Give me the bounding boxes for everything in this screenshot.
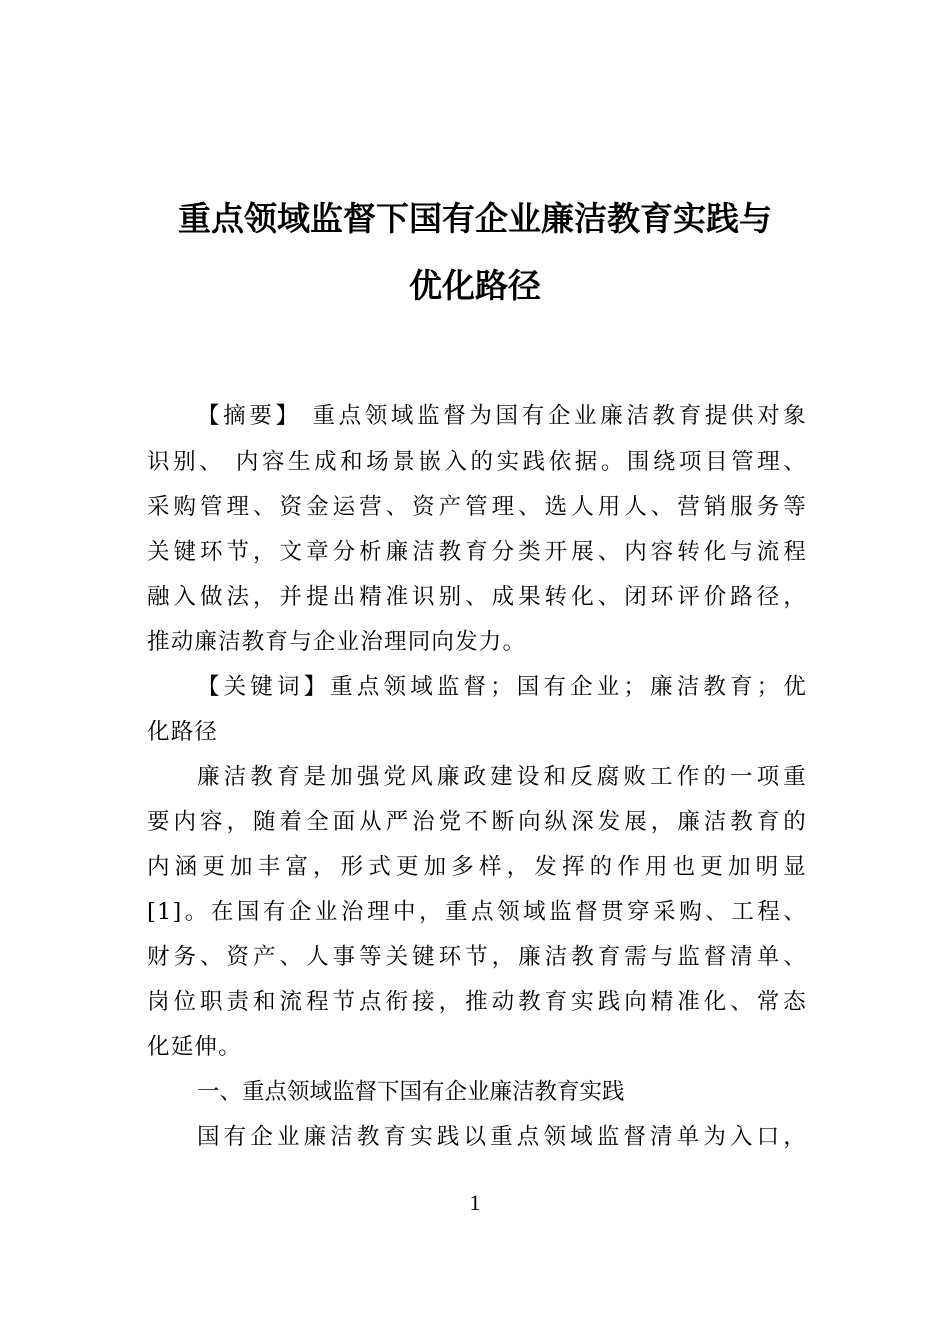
abstract-line: 融入做法，并提出精准识别、成果转化、闭环评价路径， bbox=[147, 584, 807, 610]
body-line: 化延伸。 bbox=[147, 1034, 242, 1060]
keywords-line: 化路径 bbox=[147, 719, 219, 745]
document-title-line-1: 重点领域监督下国有企业廉洁教育实践与 bbox=[178, 199, 772, 238]
abstract-line: 采购管理、资金运营、资产管理、选人用人、营销服务等 bbox=[147, 494, 807, 520]
document-title-line-2: 优化路径 bbox=[409, 266, 541, 305]
abstract-line: 关键环节，文章分析廉洁教育分类开展、内容转化与流程 bbox=[147, 539, 807, 565]
body-line: 财务、资产、人事等关键环节，廉洁教育需与监督清单、 bbox=[147, 944, 807, 970]
body-line: 廉洁教育是加强党风廉政建设和反腐败工作的一项重 bbox=[197, 764, 807, 790]
body-line: [1]。在国有企业治理中，重点领域监督贯穿采购、工程、 bbox=[147, 899, 807, 925]
body-line: 国有企业廉洁教育实践以重点领域监督清单为入口， bbox=[197, 1124, 807, 1150]
body-line: 岗位职责和流程节点衔接，推动教育实践向精准化、常态 bbox=[147, 989, 807, 1015]
abstract-line: 识别、 内容生成和场景嵌入的实践依据。围绕项目管理、 bbox=[147, 449, 807, 475]
body-line: 要内容，随着全面从严治党不断向纵深发展，廉洁教育的 bbox=[147, 809, 807, 835]
section-heading: 一、重点领域监督下国有企业廉洁教育实践 bbox=[197, 1079, 625, 1105]
body-line: 内涵更加丰富，形式更加多样，发挥的作用也更加明显 bbox=[147, 854, 807, 880]
keywords-line: 【关键词】重点领域监督；国有企业；廉洁教育；优 bbox=[197, 674, 807, 700]
abstract-line: 推动廉洁教育与企业治理同向发力。 bbox=[147, 629, 527, 655]
abstract-line: 【摘要】 重点领域监督为国有企业廉洁教育提供对象 bbox=[197, 403, 807, 429]
page-number: 1 bbox=[469, 1190, 481, 1215]
